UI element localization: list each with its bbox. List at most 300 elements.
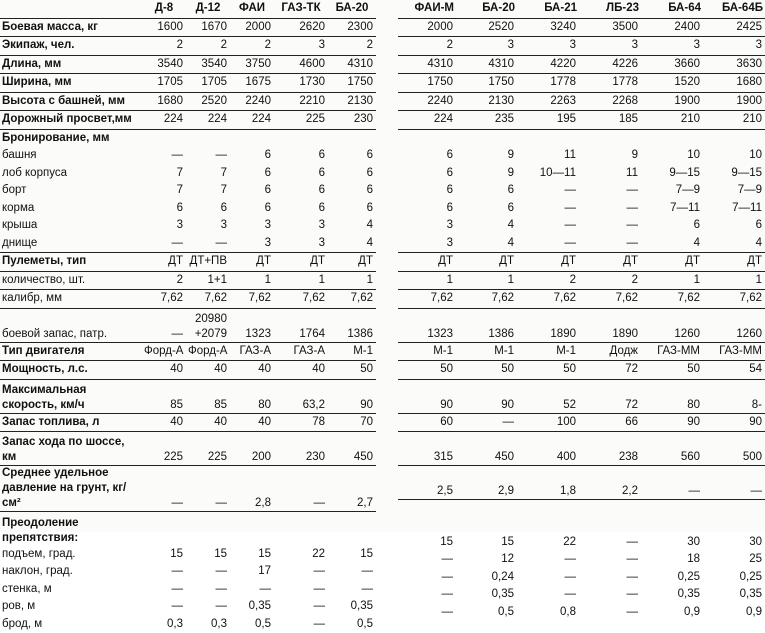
table-cell	[328, 512, 376, 546]
column-header: ГАЗ-ТК	[274, 0, 328, 18]
table-cell: —	[517, 182, 579, 200]
table-cell: 15	[456, 534, 517, 552]
table-cell: 1386	[456, 308, 517, 342]
row-label: Боевая масса, кг	[0, 18, 142, 37]
table-row	[398, 551, 765, 569]
table-cell: М-1	[398, 342, 456, 361]
table-row	[398, 217, 765, 235]
table-cell	[398, 129, 456, 147]
table-cell: 315	[398, 432, 456, 466]
table-cell: 50	[456, 361, 517, 380]
left-header-row	[0, 0, 376, 18]
table-cell: 2,2	[579, 466, 641, 500]
table-cell: 7,62	[641, 290, 703, 309]
table-cell: 80	[641, 379, 703, 413]
table-row	[0, 342, 376, 361]
table-cell: 6	[398, 182, 456, 200]
table-cell	[274, 512, 328, 546]
table-cell: 2	[579, 271, 641, 290]
table-cell: 7,62	[186, 290, 230, 309]
table-cell: 1+1	[186, 271, 230, 290]
table-cell: 3540	[142, 55, 186, 74]
table-cell: 3	[398, 217, 456, 235]
row-label: Максимальная скорость, км/ч	[0, 379, 142, 413]
table-cell: 2520	[456, 18, 517, 37]
table-cell: 0,25	[641, 569, 703, 587]
table-cell: —	[641, 466, 703, 500]
table-cell: 3	[517, 37, 579, 56]
table-row	[398, 200, 765, 218]
table-cell: 90	[398, 379, 456, 413]
table-cell: 10	[641, 147, 703, 165]
table-cell: 0,5	[456, 604, 517, 622]
table-cell: —	[274, 616, 328, 633]
table-cell: 2,8	[230, 466, 274, 512]
row-label: Запас топлива, л	[0, 413, 142, 432]
table-cell: 0,35	[641, 586, 703, 604]
table-cell: 1	[456, 271, 517, 290]
table-cell: 3	[274, 37, 328, 56]
table-cell: 4600	[274, 55, 328, 74]
table-cell: 7,62	[456, 290, 517, 309]
table-cell: 1730	[274, 74, 328, 93]
table-cell: 40	[142, 361, 186, 380]
right-spec-table	[398, 0, 765, 621]
table-cell: 6	[641, 217, 703, 235]
table-cell: 225	[142, 432, 186, 466]
table-cell: 0,35	[328, 598, 376, 616]
table-cell: 7	[142, 165, 186, 183]
table-cell: 15	[328, 546, 376, 564]
table-cell: 6	[398, 165, 456, 183]
table-cell: 40	[186, 361, 230, 380]
column-header: ФАИ-М	[398, 0, 456, 18]
table-cell: М-1	[456, 342, 517, 361]
table-cell: 40	[274, 361, 328, 380]
column-header: ФАИ	[230, 0, 274, 18]
table-cell: 230	[274, 432, 328, 466]
table-cell: 0,3	[142, 616, 186, 633]
table-cell: —	[517, 235, 579, 253]
table-cell: 11	[579, 165, 641, 183]
table-cell: Форд-А	[142, 342, 186, 361]
table-cell: 3	[579, 37, 641, 56]
table-cell: 85	[186, 379, 230, 413]
table-cell: ДТ	[230, 253, 274, 272]
table-cell: 238	[579, 432, 641, 466]
table-row	[398, 290, 765, 309]
table-row	[0, 512, 376, 546]
table-cell: 78	[274, 413, 328, 432]
table-cell: —	[274, 581, 328, 599]
table-cell: —	[398, 604, 456, 622]
table-cell: 224	[142, 111, 186, 130]
table-cell: 3	[142, 217, 186, 235]
table-cell: 6	[703, 217, 765, 235]
table-cell: —	[274, 598, 328, 616]
table-cell: —	[398, 551, 456, 569]
row-label: борт	[0, 182, 142, 200]
table-row	[0, 581, 376, 599]
table-cell: 7—9	[703, 182, 765, 200]
table-cell: 0,8	[517, 604, 579, 622]
table-cell: 90	[456, 379, 517, 413]
row-label: Дорожный просвет,мм	[0, 111, 142, 130]
table-cell: 195	[517, 111, 579, 130]
table-row	[0, 413, 376, 432]
table-cell: —	[579, 551, 641, 569]
table-cell: —	[142, 563, 186, 581]
table-cell: 7,62	[517, 290, 579, 309]
table-row	[0, 18, 376, 37]
table-cell: 2000	[398, 18, 456, 37]
table-cell: —	[703, 466, 765, 500]
table-cell: 6	[230, 182, 274, 200]
table-cell: 1705	[186, 74, 230, 93]
table-cell: —	[579, 217, 641, 235]
table-cell	[230, 512, 274, 546]
table-cell: 7—11	[641, 200, 703, 218]
table-cell: 60	[398, 413, 456, 432]
table-cell: 8-	[703, 379, 765, 413]
table-row	[0, 200, 376, 218]
table-cell: 2,5	[398, 466, 456, 500]
table-cell: 6	[398, 200, 456, 218]
row-label: Длина, мм	[0, 55, 142, 74]
table-cell: ДТ	[456, 253, 517, 272]
table-cell: 9—15	[641, 165, 703, 183]
table-row	[398, 308, 765, 342]
table-row	[0, 308, 376, 342]
table-cell: 6	[398, 147, 456, 165]
row-label: Высота с башней, мм	[0, 92, 142, 111]
table-cell: 1,8	[517, 466, 579, 500]
table-cell: —	[328, 581, 376, 599]
table-cell: —	[142, 466, 186, 512]
row-label: крыша	[0, 217, 142, 235]
table-cell: —	[579, 200, 641, 218]
table-row	[398, 55, 765, 74]
row-label: Среднее удельное давление на грунт, кг/см²	[0, 466, 142, 512]
table-cell: 2130	[456, 92, 517, 111]
table-cell: 18	[641, 551, 703, 569]
table-cell: 63,2	[274, 379, 328, 413]
table-cell	[579, 129, 641, 147]
table-cell	[456, 500, 517, 534]
column-header: ЛБ-23	[579, 0, 641, 18]
table-cell: 1705	[142, 74, 186, 93]
table-cell: 50	[641, 361, 703, 380]
table-cell: —	[579, 534, 641, 552]
table-cell: 4	[703, 235, 765, 253]
table-cell: 1890	[579, 308, 641, 342]
table-cell: 3	[230, 235, 274, 253]
table-cell: 230	[328, 111, 376, 130]
table-cell: 0,5	[328, 616, 376, 633]
table-cell: 2	[142, 271, 186, 290]
row-label: Пулеметы, тип	[0, 253, 142, 272]
table-cell: 9	[579, 147, 641, 165]
row-label: Бронирование, мм	[0, 129, 142, 147]
table-cell: 225	[274, 111, 328, 130]
table-cell: 4	[641, 235, 703, 253]
table-cell: 90	[328, 379, 376, 413]
table-cell: 560	[641, 432, 703, 466]
table-row	[0, 74, 376, 93]
table-row	[398, 165, 765, 183]
left-table-body	[0, 18, 376, 633]
table-cell: 1900	[703, 92, 765, 111]
table-cell: 30	[641, 534, 703, 552]
table-cell: 1750	[328, 74, 376, 93]
table-row	[398, 500, 765, 534]
table-cell: 7,62	[398, 290, 456, 309]
table-cell: 90	[641, 413, 703, 432]
table-cell: 1750	[456, 74, 517, 93]
table-cell: —	[328, 563, 376, 581]
table-cell: —	[186, 466, 230, 512]
table-cell: 1680	[703, 74, 765, 93]
table-cell: ГАЗ-ММ	[641, 342, 703, 361]
table-cell: 1386	[328, 308, 376, 342]
table-cell	[142, 512, 186, 546]
table-cell: 3	[456, 37, 517, 56]
table-cell: 3660	[641, 55, 703, 74]
table-cell: ГАЗ-А	[274, 342, 328, 361]
table-cell: 6	[274, 165, 328, 183]
table-cell: ДТ	[703, 253, 765, 272]
table-cell: 6	[456, 182, 517, 200]
column-header: БА-64Б	[703, 0, 765, 18]
table-cell: 15	[186, 546, 230, 564]
table-row	[0, 616, 376, 633]
table-cell: 1675	[230, 74, 274, 93]
table-cell: 3	[703, 37, 765, 56]
table-row	[0, 55, 376, 74]
table-row	[0, 37, 376, 56]
table-cell: 1680	[142, 92, 186, 111]
table-cell: 224	[398, 111, 456, 130]
table-cell: 3	[230, 217, 274, 235]
table-cell: 4310	[398, 55, 456, 74]
table-cell: 0,9	[641, 604, 703, 622]
table-row	[398, 147, 765, 165]
table-cell: —	[142, 581, 186, 599]
table-cell: 7,62	[328, 290, 376, 309]
table-cell: —	[517, 586, 579, 604]
table-cell: 2210	[274, 92, 328, 111]
table-row	[0, 111, 376, 130]
table-cell: 450	[456, 432, 517, 466]
row-label: Мощность, л.с.	[0, 361, 142, 380]
table-cell: Додж	[579, 342, 641, 361]
row-label: количество, шт.	[0, 271, 142, 290]
table-cell: —	[186, 598, 230, 616]
row-label: днище	[0, 235, 142, 253]
column-header: БА-20	[456, 0, 517, 18]
table-row	[0, 379, 376, 413]
table-cell: 2620	[274, 18, 328, 37]
table-cell: 0,5	[230, 616, 274, 633]
table-row	[0, 271, 376, 290]
table-cell: 3500	[579, 18, 641, 37]
table-cell: 2	[517, 271, 579, 290]
table-cell: 7,62	[230, 290, 274, 309]
table-cell: 30	[703, 534, 765, 552]
table-cell: 72	[579, 361, 641, 380]
table-cell: ГАЗ-ММ	[703, 342, 765, 361]
table-cell: 7—9	[641, 182, 703, 200]
table-row	[398, 604, 765, 622]
table-cell: 3630	[703, 55, 765, 74]
table-row	[0, 165, 376, 183]
table-cell: 9—15	[703, 165, 765, 183]
table-row	[0, 290, 376, 309]
table-cell: 500	[703, 432, 765, 466]
table-cell: 25	[703, 551, 765, 569]
table-cell: 1260	[703, 308, 765, 342]
table-cell: 7	[142, 182, 186, 200]
table-cell: —	[186, 581, 230, 599]
table-cell: 1520	[641, 74, 703, 93]
table-cell: —	[517, 217, 579, 235]
table-cell: —	[517, 551, 579, 569]
table-cell: 1778	[579, 74, 641, 93]
table-row	[398, 466, 765, 500]
table-cell: 22	[517, 534, 579, 552]
table-cell: ГАЗ-А	[230, 342, 274, 361]
corner-cell	[0, 0, 142, 18]
table-cell: 20980 +2079	[186, 308, 230, 342]
table-cell: 9	[456, 147, 517, 165]
table-cell: —	[142, 308, 186, 342]
table-cell: 2425	[703, 18, 765, 37]
column-header: Д-8	[142, 0, 186, 18]
table-row	[398, 182, 765, 200]
table-cell	[186, 129, 230, 147]
table-cell: —	[579, 569, 641, 587]
table-cell: 2240	[398, 92, 456, 111]
table-cell: —	[398, 569, 456, 587]
table-cell: 1	[274, 271, 328, 290]
table-cell: ДТ	[517, 253, 579, 272]
table-cell: 17	[230, 563, 274, 581]
table-cell: 9	[456, 165, 517, 183]
table-cell: 6	[328, 147, 376, 165]
table-cell: 6	[186, 200, 230, 218]
table-row	[0, 563, 376, 581]
row-label: лоб корпуса	[0, 165, 142, 183]
table-cell: 1670	[186, 18, 230, 37]
table-cell: 0,24	[456, 569, 517, 587]
table-row	[0, 182, 376, 200]
table-row	[398, 37, 765, 56]
table-cell: 1	[398, 271, 456, 290]
table-cell: 0,9	[703, 604, 765, 622]
table-cell: 6	[456, 200, 517, 218]
table-cell: 1750	[398, 74, 456, 93]
table-cell: 4310	[328, 55, 376, 74]
table-cell: 7,62	[703, 290, 765, 309]
table-cell: 3	[186, 217, 230, 235]
table-cell	[703, 500, 765, 534]
table-row	[398, 74, 765, 93]
table-cell: 10	[703, 147, 765, 165]
table-cell	[230, 129, 274, 147]
table-row	[0, 147, 376, 165]
table-cell	[579, 500, 641, 534]
table-row	[398, 432, 765, 466]
table-cell: 0,35	[703, 586, 765, 604]
table-cell: 4	[328, 217, 376, 235]
table-cell: 6	[230, 200, 274, 218]
table-cell: 7—11	[703, 200, 765, 218]
table-cell: 210	[703, 111, 765, 130]
table-cell: 72	[579, 379, 641, 413]
row-label: Тип двигателя	[0, 342, 142, 361]
table-cell: 50	[398, 361, 456, 380]
table-row	[398, 271, 765, 290]
table-cell: 54	[703, 361, 765, 380]
table-cell: 1323	[398, 308, 456, 342]
table-row	[0, 253, 376, 272]
table-cell	[641, 500, 703, 534]
column-header: БА-64	[641, 0, 703, 18]
table-cell: 2	[328, 37, 376, 56]
table-cell: 2240	[230, 92, 274, 111]
table-row	[398, 235, 765, 253]
table-row	[0, 235, 376, 253]
row-label: наклон, град.	[0, 563, 142, 581]
table-cell: 12	[456, 551, 517, 569]
table-cell: 6	[328, 182, 376, 200]
table-cell: 70	[328, 413, 376, 432]
table-cell: 1323	[230, 308, 274, 342]
table-cell: 3750	[230, 55, 274, 74]
table-cell: 6	[328, 165, 376, 183]
column-header: Д-12	[186, 0, 230, 18]
row-label: калибр, мм	[0, 290, 142, 309]
table-cell: 3	[274, 235, 328, 253]
table-cell	[517, 129, 579, 147]
table-cell: ДТ	[274, 253, 328, 272]
table-cell: —	[579, 235, 641, 253]
table-cell: 4220	[517, 55, 579, 74]
table-row	[0, 92, 376, 111]
table-cell: 3	[274, 217, 328, 235]
right-header-row	[398, 0, 765, 18]
row-label: Запас хода по шоссе, км	[0, 432, 142, 466]
table-cell: 2	[186, 37, 230, 56]
table-cell: 3540	[186, 55, 230, 74]
row-label: Преодоление препятствия:	[0, 512, 142, 546]
table-cell: 52	[517, 379, 579, 413]
table-cell: 1600	[142, 18, 186, 37]
table-cell: 6	[230, 147, 274, 165]
table-cell: —	[142, 598, 186, 616]
table-row	[398, 534, 765, 552]
table-cell: 80	[230, 379, 274, 413]
table-cell: 15	[398, 534, 456, 552]
table-cell: 50	[328, 361, 376, 380]
column-header: БА-21	[517, 0, 579, 18]
table-row	[398, 361, 765, 380]
table-cell: ДТ	[579, 253, 641, 272]
table-row	[0, 466, 376, 512]
table-cell: 2	[398, 37, 456, 56]
table-cell: 85	[142, 379, 186, 413]
table-cell: Форд-А	[186, 342, 230, 361]
